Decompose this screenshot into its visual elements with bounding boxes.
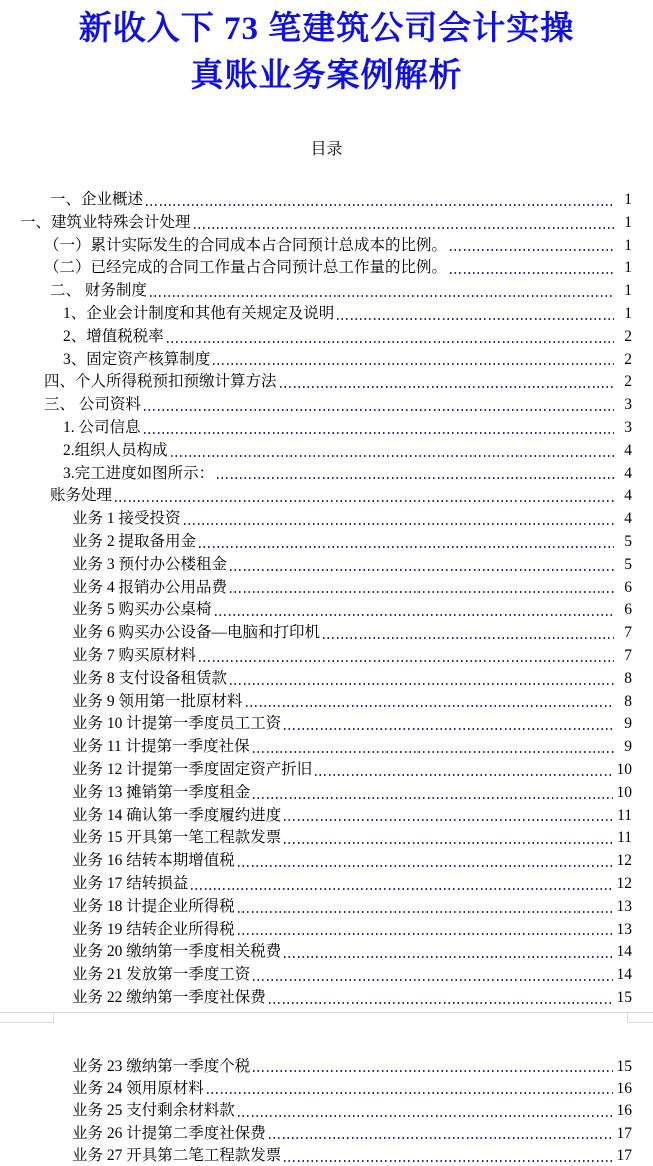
- dot-leader: [230, 569, 614, 571]
- toc-entry-page-number: 1: [624, 213, 632, 231]
- dot-leader: [144, 409, 614, 411]
- toc-entry-page-number: 3: [624, 396, 632, 414]
- toc-entry[interactable]: [0, 848, 653, 871]
- toc-entry[interactable]: [0, 415, 653, 438]
- toc-entry-label: 业务 19 结转企业所得税: [72, 920, 235, 938]
- document-title: [18, 6, 635, 100]
- document-title-line1: 新收入下 73 笔建筑公司会计实操: [78, 11, 575, 47]
- toc-entry[interactable]: [0, 962, 653, 985]
- toc-entry-label: 业务 18 计提企业所得税: [72, 897, 235, 915]
- toc-entry-label: 2.组织人员构成: [63, 441, 168, 459]
- dot-leader: [284, 1160, 612, 1162]
- dot-leader: [217, 477, 614, 479]
- toc-entry[interactable]: [0, 369, 653, 392]
- toc-entry-label: 2、增值税税率: [63, 327, 164, 345]
- dot-leader: [199, 660, 614, 662]
- dot-leader: [213, 363, 614, 365]
- dot-leader: [238, 1115, 613, 1117]
- toc-entry[interactable]: [0, 643, 653, 666]
- toc-entry[interactable]: [0, 894, 653, 917]
- dot-leader: [115, 500, 614, 502]
- dot-leader: [253, 751, 614, 753]
- dot-leader: [284, 728, 614, 730]
- toc-entry-page-number: 12: [616, 852, 632, 870]
- toc-entry-label: 业务 23 缴纳第一季度个税: [72, 1057, 251, 1075]
- toc-entry-label: 3、固定资产核算制度: [63, 350, 211, 368]
- toc-entry[interactable]: [0, 1121, 653, 1143]
- toc-entry-label: 账务处理: [50, 487, 113, 505]
- dot-leader: [253, 979, 612, 981]
- toc-entry-page-number: 17: [616, 1124, 632, 1142]
- toc-entry[interactable]: [0, 1076, 653, 1098]
- toc-entry-label: 3.完工进度如图所示：: [63, 464, 215, 482]
- toc-entry-page-number: 10: [616, 760, 632, 778]
- dot-leader: [253, 797, 612, 799]
- dot-leader: [238, 911, 613, 913]
- toc-entry-page-number: 14: [616, 966, 632, 984]
- page-corner-left: [0, 1012, 54, 1023]
- toc-entry-label: 业务 6 购买办公设备—电脑和打印机: [72, 624, 321, 642]
- toc-entry-page-number: 16: [616, 1080, 632, 1098]
- dot-leader: [269, 1002, 613, 1004]
- toc-list-page2: [0, 1054, 653, 1166]
- toc-entry[interactable]: [0, 1143, 653, 1165]
- toc-heading: 目录: [310, 141, 343, 158]
- toc-entry[interactable]: [0, 506, 653, 529]
- toc-entry-page-number: 12: [616, 874, 632, 892]
- dot-leader: [284, 956, 612, 958]
- toc-entry-page-number: 1: [624, 191, 632, 208]
- toc-entry-label: 1、企业会计制度和其他有关规定及说明: [63, 304, 335, 322]
- toc-entry[interactable]: [0, 780, 653, 803]
- dot-leader: [184, 523, 614, 525]
- toc-entry-page-number: 1: [624, 304, 632, 322]
- toc-entry-label: 业务 22 缴纳第一季度社保费: [72, 988, 266, 1006]
- toc-entry-label: 三、 公司资料: [44, 396, 141, 414]
- toc-entry[interactable]: [0, 939, 653, 962]
- toc-entry-page-number: 1: [624, 282, 632, 300]
- toc-entry[interactable]: [0, 711, 653, 734]
- toc-entry-page-number: 2: [624, 327, 632, 345]
- page-corner-right: [627, 1012, 653, 1023]
- toc-entry[interactable]: [0, 757, 653, 780]
- dot-leader: [144, 432, 614, 434]
- toc-entry[interactable]: [0, 689, 653, 712]
- page-break-separator[interactable]: [0, 1009, 653, 1027]
- toc-entry-label: 业务 7 购买原材料: [72, 646, 197, 664]
- toc-entry-label: 业务 10 计提第一季度员工工资: [72, 715, 282, 733]
- dot-leader: [284, 842, 613, 844]
- toc-entry[interactable]: [0, 917, 653, 940]
- dot-leader: [230, 683, 614, 685]
- toc-entry-page-number: 4: [624, 464, 632, 482]
- toc-entry[interactable]: [0, 985, 653, 1008]
- toc-entry[interactable]: [0, 552, 653, 575]
- dot-leader: [238, 865, 613, 867]
- toc-entry-page-number: 9: [624, 738, 632, 756]
- toc-entry-label: 业务 17 结转损益: [72, 874, 189, 892]
- toc-entry-label: 业务 4 报销办公用品费: [72, 578, 228, 596]
- toc-entry-label: 一、建筑业特殊会计处理: [20, 213, 191, 231]
- toc-entry[interactable]: [0, 233, 653, 256]
- toc-entry[interactable]: [0, 461, 653, 484]
- toc-entry-page-number: 1: [624, 259, 632, 277]
- toc-entry[interactable]: [0, 438, 653, 461]
- toc-entry-label: 业务 1 接受投资: [72, 510, 181, 528]
- dot-leader: [146, 204, 614, 206]
- dot-leader: [315, 774, 612, 776]
- toc-entry-page-number: 2: [624, 373, 632, 391]
- page-break-line: [0, 1012, 653, 1013]
- toc-entry-label: 业务 13 摊销第一季度租金: [72, 783, 251, 801]
- toc-entry[interactable]: [0, 210, 653, 233]
- toc-entry[interactable]: [0, 1054, 653, 1076]
- toc-entry-page-number: 5: [624, 532, 632, 550]
- document-title-line2: 真账业务案例解析: [190, 58, 463, 94]
- toc-entry-page-number: 4: [624, 441, 632, 459]
- toc-entry-page-number: 7: [624, 624, 632, 642]
- toc-entry[interactable]: [0, 392, 653, 415]
- toc-entry-label: 业务 25 支付剩余材料款: [72, 1102, 235, 1120]
- toc-entry-page-number: 14: [616, 943, 632, 961]
- toc-entry[interactable]: [0, 483, 653, 506]
- toc-entry[interactable]: [0, 255, 653, 278]
- dot-leader: [230, 591, 614, 593]
- toc-entry-page-number: 9: [624, 715, 632, 733]
- toc-entry-label: 业务 2 提取备用金: [72, 532, 197, 550]
- dot-leader: [167, 341, 614, 343]
- toc-entry[interactable]: [0, 575, 653, 598]
- dot-leader: [323, 637, 614, 639]
- dot-leader: [194, 227, 614, 229]
- toc-list-page1: [0, 187, 653, 1008]
- toc-entry-page-number: 15: [616, 988, 632, 1006]
- toc-entry-page-number: 1: [624, 236, 632, 254]
- dot-leader: [337, 318, 614, 320]
- dot-leader: [253, 1070, 612, 1072]
- toc-entry[interactable]: [0, 734, 653, 757]
- toc-entry-label: 四、个人所得税预扣预缴计算方法: [44, 373, 277, 391]
- toc-entry-page-number: 11: [617, 829, 632, 847]
- dot-leader: [150, 295, 614, 297]
- toc-entry-label: 业务 21 发放第一季度工资: [72, 966, 251, 984]
- toc-entry-label: 业务 3 预付办公楼租金: [72, 555, 228, 573]
- dot-leader: [207, 1092, 613, 1094]
- toc-entry-label: 业务 12 计提第一季度固定资产折旧: [72, 760, 313, 778]
- toc-entry-page-number: 8: [624, 692, 632, 710]
- toc-entry-label: （二）已经完成的合同工作量占合同预计总工作量的比例。: [44, 259, 448, 277]
- toc-entry-label: 业务 24 领用原材料: [72, 1080, 204, 1098]
- document-page: [0, 6, 653, 1165]
- toc-entry-page-number: 17: [616, 1147, 632, 1165]
- toc-entry[interactable]: [0, 278, 653, 301]
- dot-leader: [171, 455, 614, 457]
- toc-entry-label: 二、 财务制度: [50, 282, 147, 300]
- toc-entry-label: 一、企业概述: [50, 191, 144, 208]
- toc-entry-page-number: 4: [624, 510, 632, 528]
- toc-entry-page-number: 7: [624, 646, 632, 664]
- dot-leader: [450, 249, 614, 251]
- toc-entry-page-number: 13: [616, 897, 632, 915]
- dot-leader: [191, 888, 612, 890]
- dot-leader: [246, 705, 614, 707]
- toc-entry-page-number: 5: [624, 555, 632, 573]
- toc-entry[interactable]: [0, 597, 653, 620]
- toc-entry-page-number: 11: [617, 806, 632, 824]
- toc-entry-page-number: 6: [624, 601, 632, 619]
- dot-leader: [215, 614, 614, 616]
- toc-entry-label: （一）累计实际发生的合同成本占合同预计总成本的比例。: [44, 236, 448, 254]
- toc-entry[interactable]: [0, 620, 653, 643]
- toc-entry-page-number: 15: [616, 1057, 632, 1075]
- toc-entry[interactable]: [0, 871, 653, 894]
- toc-entry-page-number: 6: [624, 578, 632, 596]
- toc-entry[interactable]: [0, 529, 653, 552]
- toc-entry[interactable]: [0, 347, 653, 370]
- toc-entry-page-number: 10: [616, 783, 632, 801]
- toc-entry[interactable]: [0, 1098, 653, 1120]
- toc-entry[interactable]: [0, 301, 653, 324]
- toc-entry-label: 业务 15 开具第一笔工程款发票: [72, 829, 282, 847]
- toc-entry-page-number: 3: [624, 418, 632, 436]
- dot-leader: [199, 546, 614, 548]
- toc-entry-page-number: 4: [624, 487, 632, 505]
- toc-entry-label: 业务 16 结转本期增值税: [72, 852, 235, 870]
- dot-leader: [238, 933, 613, 935]
- toc-entry-page-number: 2: [624, 350, 632, 368]
- toc-entry-label: 业务 26 计提第二季度社保费: [72, 1124, 266, 1142]
- toc-entry[interactable]: [0, 187, 653, 210]
- dot-leader: [280, 386, 614, 388]
- toc-entry[interactable]: [0, 666, 653, 689]
- toc-entry-label: 业务 11 计提第一季度社保: [72, 738, 250, 756]
- toc-entry-label: 业务 9 领用第一批原材料: [72, 692, 243, 710]
- toc-entry-label: 业务 8 支付设备租赁款: [72, 669, 228, 687]
- toc-entry-page-number: 16: [616, 1102, 632, 1120]
- toc-entry[interactable]: [0, 324, 653, 347]
- toc-entry-page-number: 13: [616, 920, 632, 938]
- dot-leader: [269, 1137, 613, 1139]
- toc-entry-label: 业务 20 缴纳第一季度相关税费: [72, 943, 282, 961]
- toc-entry-page-number: 8: [624, 669, 632, 687]
- toc-entry[interactable]: [0, 803, 653, 826]
- dot-leader: [450, 272, 614, 274]
- toc-entry-label: 业务 5 购买办公桌椅: [72, 601, 212, 619]
- dot-leader: [284, 819, 613, 821]
- toc-entry-label: 1. 公司信息: [63, 418, 141, 436]
- toc-entry[interactable]: [0, 825, 653, 848]
- toc-entry-label: 业务 14 确认第一季度履约进度: [72, 806, 282, 824]
- toc-entry-label: 业务 27 开具第二笔工程款发票: [72, 1147, 282, 1165]
